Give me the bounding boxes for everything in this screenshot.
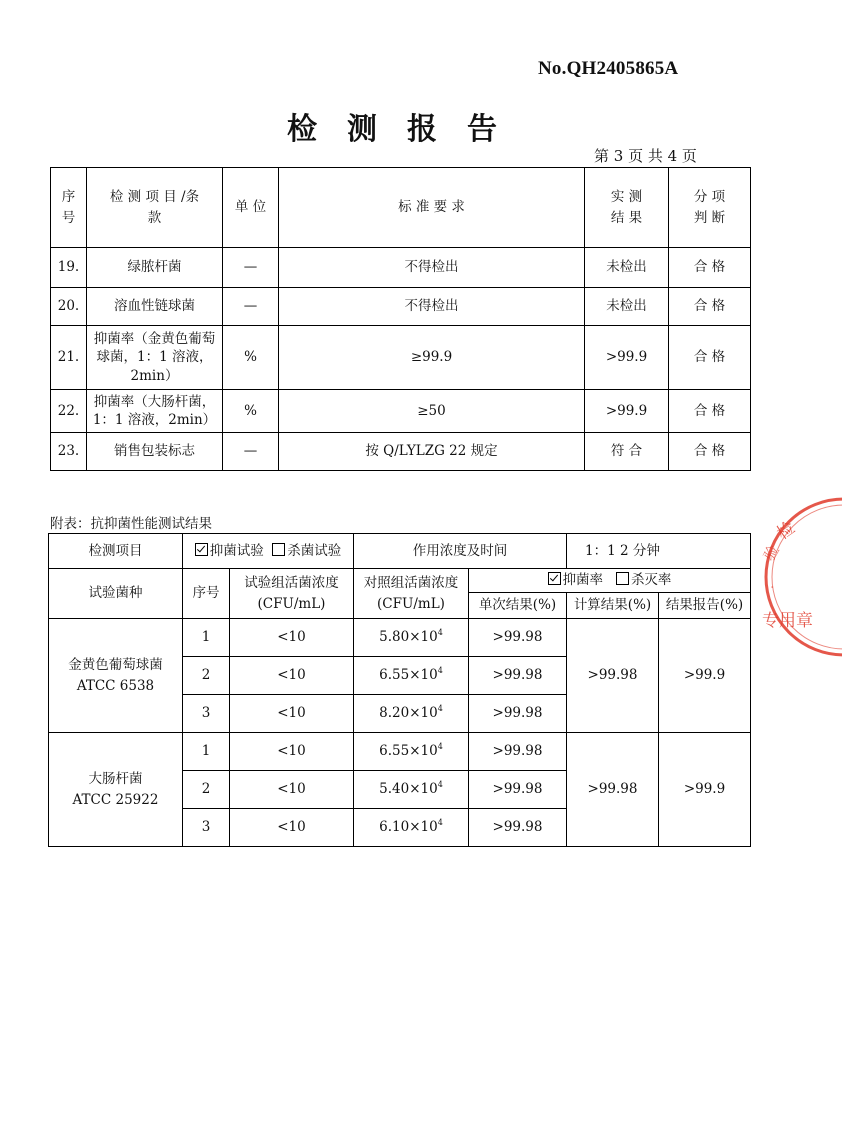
row-control bbox=[354, 771, 469, 809]
antibacterial-results-table bbox=[48, 533, 751, 847]
test-item-label: 检测项目 bbox=[49, 534, 183, 569]
calc-result: >99.98 bbox=[567, 619, 659, 733]
row-single: >99.98 bbox=[469, 733, 567, 771]
strain-name: 大肠杆菌 bbox=[88, 771, 143, 788]
table-row bbox=[51, 288, 751, 326]
table-row bbox=[49, 619, 751, 657]
table-row bbox=[51, 326, 751, 390]
table-row bbox=[51, 433, 751, 471]
row-standard: 不得检出 bbox=[279, 288, 585, 326]
row-unit: % bbox=[223, 390, 279, 433]
row-seq: 19. bbox=[51, 248, 87, 288]
seq-label: 序号 bbox=[183, 569, 230, 619]
strain-code: ATCC 6538 bbox=[76, 677, 155, 694]
control-exponent: 4 bbox=[437, 628, 443, 638]
unchecked-box-icon bbox=[272, 543, 285, 556]
row-test: <10 bbox=[230, 809, 354, 847]
header-unit: 单 位 bbox=[223, 168, 279, 248]
row-test: <10 bbox=[230, 695, 354, 733]
row-control bbox=[354, 657, 469, 695]
row-seq: 2 bbox=[183, 657, 230, 695]
row-item: 销售包装标志 bbox=[87, 433, 223, 471]
control-mantissa: 5.80×10 bbox=[379, 629, 438, 646]
row-judgement: 合 格 bbox=[669, 288, 751, 326]
report-result: >99.9 bbox=[659, 619, 751, 733]
test-group-label: 试验组活菌浓度 bbox=[244, 575, 339, 592]
row-seq: 3 bbox=[183, 809, 230, 847]
svg-text:检: 检 bbox=[773, 517, 799, 545]
inspection-seal bbox=[752, 492, 842, 672]
row-unit: — bbox=[223, 248, 279, 288]
control-group-header bbox=[354, 569, 469, 619]
row-judgement: 合 格 bbox=[669, 433, 751, 471]
control-exponent: 4 bbox=[437, 742, 443, 752]
row-result: >99.9 bbox=[585, 326, 669, 390]
row-single: >99.98 bbox=[469, 695, 567, 733]
row-single: >99.98 bbox=[469, 657, 567, 695]
calc-result: >99.98 bbox=[567, 733, 659, 847]
control-mantissa: 6.55×10 bbox=[379, 667, 438, 684]
control-mantissa: 6.10×10 bbox=[379, 819, 438, 836]
row-standard: 按 Q/LYLZG 22 规定 bbox=[279, 433, 585, 471]
row-control bbox=[354, 809, 469, 847]
row-unit: % bbox=[223, 326, 279, 390]
concentration-time-value: 1：1 2 分钟 bbox=[567, 534, 751, 569]
header-item: 检 测 项 目 /条款 bbox=[87, 168, 223, 248]
table-row bbox=[51, 390, 751, 433]
row-seq: 23. bbox=[51, 433, 87, 471]
concentration-time-label: 作用浓度及时间 bbox=[354, 534, 567, 569]
strain-cell bbox=[49, 733, 183, 847]
report-number: No.QH2405865A bbox=[538, 58, 679, 79]
row-seq: 3 bbox=[183, 695, 230, 733]
control-group-unit: (CFU/mL) bbox=[377, 595, 445, 612]
table-row bbox=[49, 733, 751, 771]
strain-name: 金黄色葡萄球菌 bbox=[68, 657, 163, 674]
appendix-header-row-1 bbox=[49, 534, 751, 569]
row-test: <10 bbox=[230, 771, 354, 809]
strain-label: 试验菌种 bbox=[49, 569, 183, 619]
row-single: >99.98 bbox=[469, 771, 567, 809]
row-item: 抑菌率（金黄色葡萄球菌，1：1 溶液，2min） bbox=[87, 326, 223, 390]
control-group-label: 对照组活菌浓度 bbox=[363, 575, 459, 592]
calc-result-label: 计算结果(%) bbox=[567, 593, 659, 619]
row-seq: 22. bbox=[51, 390, 87, 433]
row-seq: 2 bbox=[183, 771, 230, 809]
row-single: >99.98 bbox=[469, 809, 567, 847]
row-control bbox=[354, 695, 469, 733]
row-judgement: 合 格 bbox=[669, 326, 751, 390]
control-exponent: 4 bbox=[437, 780, 443, 790]
control-mantissa: 5.40×10 bbox=[379, 781, 438, 798]
svg-text:专用章: 专用章 bbox=[762, 611, 813, 631]
single-result-label: 单次结果(%) bbox=[469, 593, 567, 619]
row-test: <10 bbox=[230, 619, 354, 657]
test-results-table bbox=[50, 167, 751, 471]
strain-code: ATCC 25922 bbox=[72, 791, 159, 808]
control-mantissa: 8.20×10 bbox=[379, 705, 438, 722]
row-judgement: 合 格 bbox=[669, 248, 751, 288]
row-seq: 1 bbox=[183, 733, 230, 771]
control-exponent: 4 bbox=[437, 704, 443, 714]
unchecked-box-icon bbox=[616, 572, 629, 585]
table-header-row bbox=[51, 168, 751, 248]
row-result: 符 合 bbox=[585, 433, 669, 471]
row-result: 未检出 bbox=[585, 248, 669, 288]
row-item: 溶血性链球菌 bbox=[87, 288, 223, 326]
row-standard: ≥50 bbox=[279, 390, 585, 433]
header-result: 实 测 结 果 bbox=[585, 168, 669, 248]
row-item: 抑菌率（大肠杆菌，1：1 溶液，2min） bbox=[87, 390, 223, 433]
control-exponent: 4 bbox=[437, 666, 443, 676]
rate-option-antibacterial: 抑菌率 bbox=[562, 572, 604, 589]
strain-cell bbox=[49, 619, 183, 733]
row-seq: 21. bbox=[51, 326, 87, 390]
checked-box-icon bbox=[195, 543, 208, 556]
svg-text:·: · bbox=[770, 580, 775, 596]
row-unit: — bbox=[223, 288, 279, 326]
report-result: >99.9 bbox=[659, 733, 751, 847]
report-title: 检测报告 bbox=[287, 112, 527, 147]
test-group-header bbox=[230, 569, 354, 619]
appendix-title: 附表：抗抑菌性能测试结果 bbox=[50, 516, 212, 532]
row-control bbox=[354, 733, 469, 771]
header-seq: 序号 bbox=[51, 168, 87, 248]
rate-type-options bbox=[469, 569, 751, 593]
row-item: 绿脓杆菌 bbox=[87, 248, 223, 288]
row-standard: 不得检出 bbox=[279, 248, 585, 288]
row-test: <10 bbox=[230, 733, 354, 771]
header-standard: 标 准 要 求 bbox=[279, 168, 585, 248]
test-group-unit: (CFU/mL) bbox=[257, 595, 326, 612]
table-row bbox=[51, 248, 751, 288]
option-bactericidal: 杀菌试验 bbox=[287, 542, 342, 559]
row-judgement: 合 格 bbox=[669, 390, 751, 433]
report-result-label: 结果报告(%) bbox=[659, 593, 751, 619]
svg-text:验: 验 bbox=[759, 541, 783, 564]
row-result: 未检出 bbox=[585, 288, 669, 326]
row-standard: ≥99.9 bbox=[279, 326, 585, 390]
test-type-options bbox=[183, 534, 354, 569]
header-judgement: 分 项 判 断 bbox=[669, 168, 751, 248]
row-seq: 1 bbox=[183, 619, 230, 657]
rate-option-kill: 杀灭率 bbox=[630, 572, 672, 589]
row-unit: — bbox=[223, 433, 279, 471]
checked-box-icon bbox=[548, 572, 561, 585]
row-test: <10 bbox=[230, 657, 354, 695]
appendix-header-row-2 bbox=[49, 569, 751, 593]
control-mantissa: 6.55×10 bbox=[379, 743, 438, 760]
row-single: >99.98 bbox=[469, 619, 567, 657]
page-info: 第 3 页 共 4 页 bbox=[594, 147, 697, 165]
control-exponent: 4 bbox=[437, 818, 443, 828]
row-seq: 20. bbox=[51, 288, 87, 326]
row-result: >99.9 bbox=[585, 390, 669, 433]
option-antibacterial: 抑菌试验 bbox=[209, 542, 264, 559]
row-control bbox=[354, 619, 469, 657]
